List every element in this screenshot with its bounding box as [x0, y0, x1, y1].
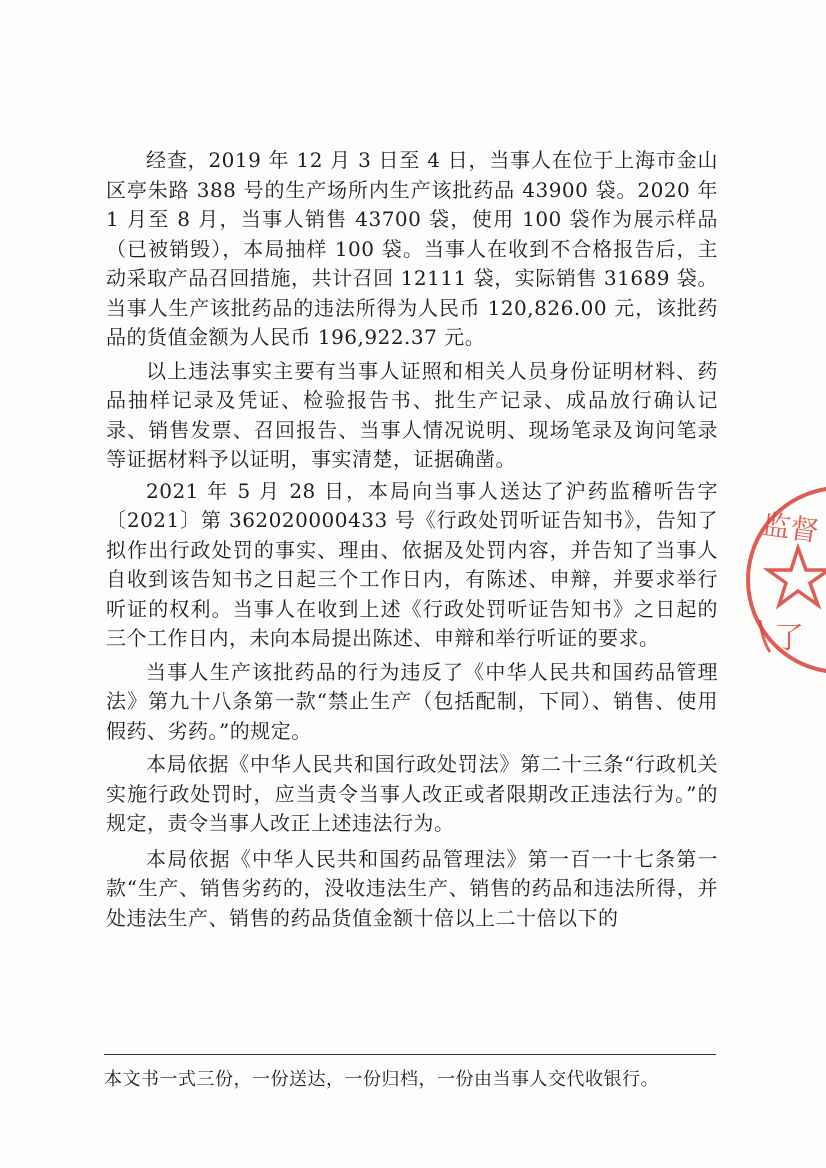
- paragraph-findings: 经查，2019 年 12 月 3 日至 4 日，当事人在位于上海市金山区亭朱路 388 号的生产场所内生产该批药品 43900 袋。2020 年 1 月至 8 月，当事人销售 43700 袋，使用 100 袋作为展示样品（已被销毁），本局抽样 100 袋。当事人在收到不合格报告后，主动采取产品召回措施，共计召回 12111 袋，实际销售 31689 袋。当事人生产该批药品的违法所得为人民币 120,826.00 元，该批药品的货值金额为人民币 196,922.37 元。: [106, 148, 718, 349]
- official-seal: [740, 480, 826, 680]
- paragraph-order-correction: 本局依据《中华人民共和国行政处罚法》第二十三条“行政机关实施行政处罚时，应当责令当事人改正或者限期改正违法行为。”的规定，责令当事人改正上述违法行为。: [106, 752, 718, 835]
- seal-text-top: 监督: [760, 507, 821, 549]
- paragraph-hearing-notice: 2021 年 5 月 28 日，本局向当事人送达了沪药监稽听告字〔2021〕第 362020000433 号《行政处罚听证告知书》，告知了拟作出行政处罚的事实、理由、依据及处罚内容，并告知了当事人自收到该告知书之日起三个工作日内，有陈述、申辩，并要求举行听证的权利。当事人在收到上述《行政处罚听证告知书》之日起的三个工作日内，未向本局提出陈述、申辩和举行听证的要求。: [106, 478, 718, 650]
- paragraph-penalty-basis: 本局依据《中华人民共和国药品管理法》第一百一十七条第一款“生产、销售劣药的，没收违法生产、销售的药品和违法所得，并处违法生产、销售的药品货值金额十倍以上二十倍以下的: [106, 846, 718, 930]
- footer-divider: [104, 1054, 716, 1055]
- paragraph-violation: 当事人生产该批药品的行为违反了《中华人民共和国药品管理法》第九十八条第一款“禁止生产（包括配制，下同）、销售、使用假药、劣药。”的规定。: [106, 659, 718, 743]
- official-seal-graphic: [740, 480, 826, 680]
- paragraph-evidence: 以上违法事实主要有当事人证照和相关人员身份证明材料、药品抽样记录及凭证、检验报告书、批生产记录、成品放行确认记录、销售发票、召回报告、当事人情况说明、现场笔录及询问笔录等证据材料予以证明，事实清楚，证据确凿。: [106, 358, 718, 471]
- seal-text-bottom: 了: [774, 621, 804, 656]
- document-body: [106, 146, 718, 935]
- footer-note: 本文书一式三份，一份送达，一份归档，一份由当事人交代收银行。: [104, 1069, 659, 1090]
- star-icon: [768, 548, 826, 605]
